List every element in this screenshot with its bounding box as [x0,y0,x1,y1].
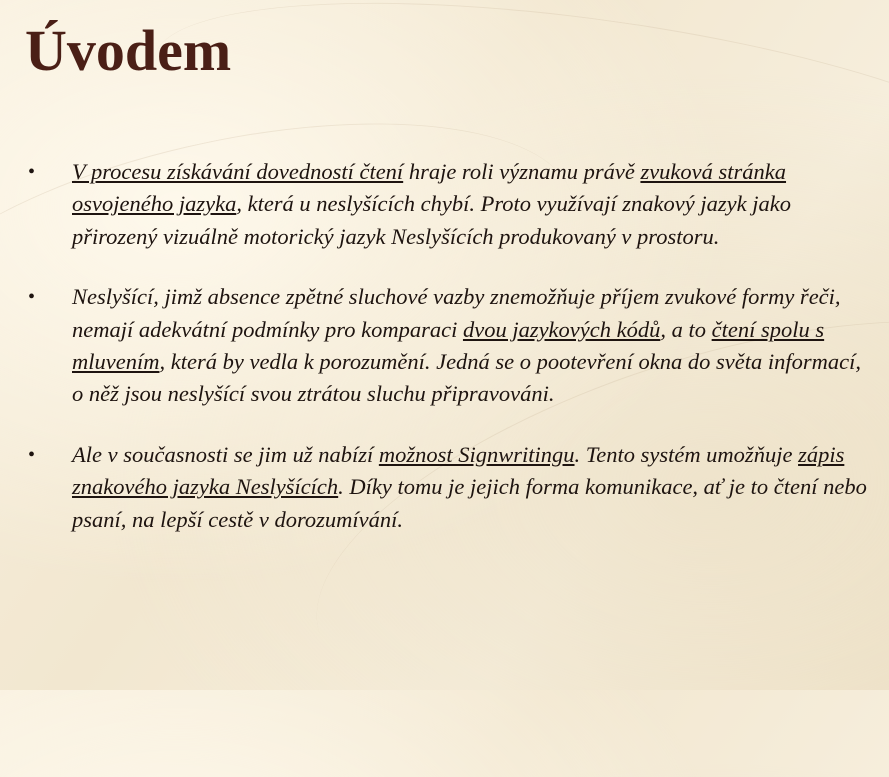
text-segment: , a to [660,316,712,342]
underlined-phrase: možnost Signwritingu [378,441,575,467]
bullet-dot-icon: • [28,443,36,466]
underlined-phrase: V procesu získávání dovedností čtení [72,159,404,184]
bullet-text [72,284,861,406]
text-segment: , která by vedla k porozumění. Jedná se o pootevření okna do světa informací, o něž jsou neslyšící svou ztrátou sluchu připravováni. [72,349,861,407]
bullet-item [28,281,873,411]
text-segment: Ale v současnosti se jim už nabízí [72,441,379,467]
underlined-phrase: dvou jazykových kódů [462,316,661,342]
bullet-item [28,439,873,536]
text-segment: Neslyšící, jimž absence zpětné sluchové vazby znemožňuje příjem zvukové formy řeči, nemají adekvátní podmínky pro komparaci [72,284,841,342]
bullet-list [28,156,873,536]
underlined-phrase: čtení spolu s mluvením [72,316,825,375]
slide-title: Úvodem [25,18,232,83]
text-segment: . Díky tomu je jejich forma komunikace, ať je to čtení nebo psaní, na lepší cestě v dorozumívání. [72,474,867,532]
text-segment: hraje roli významu právě [403,159,641,184]
text-segment: . Tento systém umožňuje [574,441,799,467]
text-segment: , která u neslyšících chybí. Proto využívají znakový jazyk jako přirozený vizuálně motorický jazyk Neslyšících produkovaný v prostoru. [72,191,791,249]
underlined-phrase: zvuková stránka osvojeného jazyka [72,159,787,217]
underlined-phrase: zápis znakového jazyka Neslyšících [72,441,845,500]
bullet-dot-icon: • [28,161,36,183]
bullet-item [28,156,873,253]
bullet-text [72,442,867,532]
bullet-dot-icon: • [28,286,36,309]
bullet-text [72,159,791,249]
